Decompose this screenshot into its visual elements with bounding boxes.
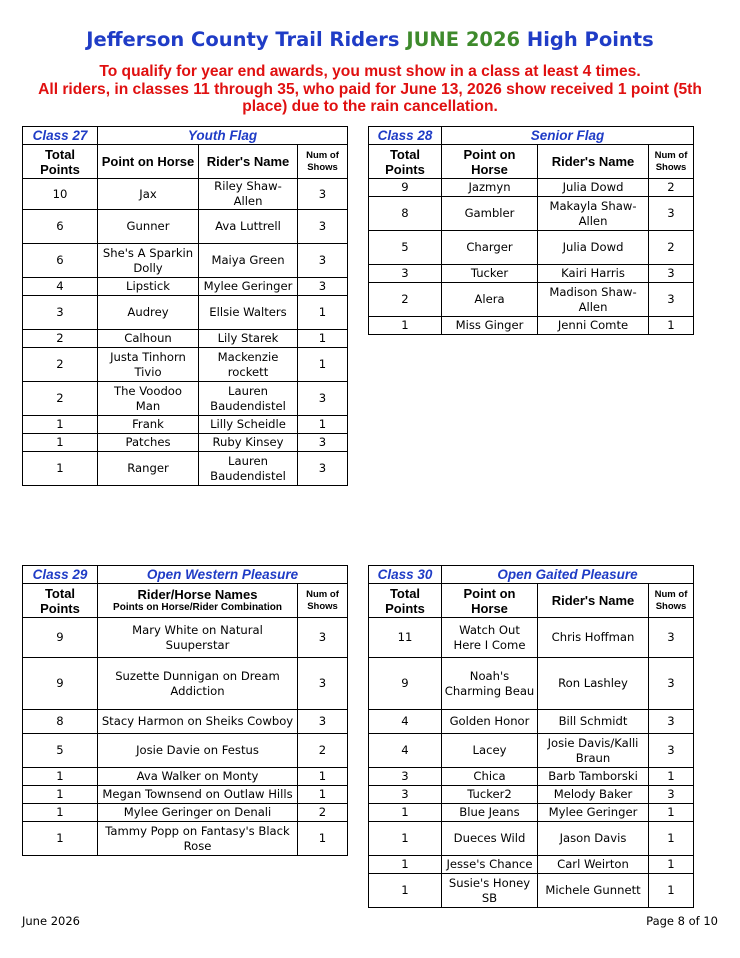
rider-horse-cell: Megan Townsend on Outlaw Hills (98, 786, 298, 804)
total-points-cell: 3 (23, 296, 98, 330)
num-shows-cell: 3 (298, 452, 348, 486)
table-row (23, 296, 348, 330)
rider-name-cell: Ron Lashley (538, 658, 649, 710)
total-points-cell: 3 (369, 786, 442, 804)
total-points-cell: 1 (23, 786, 98, 804)
total-points-cell: 2 (23, 330, 98, 348)
num-shows-cell: 1 (649, 768, 694, 786)
class-number: Class 30 (369, 566, 442, 584)
num-shows-cell: 1 (649, 856, 694, 874)
title-suffix: High Points (520, 28, 654, 51)
title-prefix: Jefferson County Trail Riders (86, 28, 407, 51)
num-shows-cell: 1 (298, 348, 348, 382)
table-row (23, 658, 348, 710)
table-row (23, 278, 348, 296)
total-points-cell: 4 (369, 734, 442, 768)
class-30-table (368, 565, 694, 908)
rider-horse-cell: Ava Walker on Monty (98, 768, 298, 786)
table-row (23, 330, 348, 348)
header-riders-name: Rider's Name (199, 145, 298, 179)
rider-name-cell: Carl Weirton (538, 856, 649, 874)
num-shows-cell: 2 (649, 231, 694, 265)
header-num-of-shows: Num of Shows (649, 584, 694, 618)
rider-horse-cell: Stacy Harmon on Sheiks Cowboy (98, 710, 298, 734)
horse-name-cell: Frank (98, 416, 199, 434)
horse-name-cell: Jazmyn (442, 179, 538, 197)
class-number: Class 28 (369, 127, 442, 145)
total-points-cell: 6 (23, 244, 98, 278)
rider-name-cell: Julia Dowd (538, 231, 649, 265)
rider-horse-cell: Mylee Geringer on Denali (98, 804, 298, 822)
table-row (23, 210, 348, 244)
table-row (23, 434, 348, 452)
num-shows-cell: 2 (298, 804, 348, 822)
total-points-cell: 1 (23, 768, 98, 786)
total-points-cell: 1 (23, 416, 98, 434)
header-combo-title: Rider/Horse Names (137, 587, 258, 602)
header-riders-name: Rider's Name (538, 145, 649, 179)
num-shows-cell: 1 (298, 296, 348, 330)
horse-name-cell: Justa Tinhorn Tivio (98, 348, 199, 382)
num-shows-cell: 3 (298, 179, 348, 210)
num-shows-cell: 3 (649, 265, 694, 283)
notice-line-1: To qualify for year end awards, you must show in a class at least 4 times. (99, 63, 641, 80)
table-row (369, 710, 694, 734)
total-points-cell: 1 (23, 804, 98, 822)
horse-name-cell: Miss Ginger (442, 317, 538, 335)
total-points-cell: 4 (23, 278, 98, 296)
table-row (369, 768, 694, 786)
rider-name-cell: Mylee Geringer (199, 278, 298, 296)
table-row (369, 874, 694, 908)
rider-name-cell: Mackenzie rockett (199, 348, 298, 382)
rider-name-cell: Madison Shaw-Allen (538, 283, 649, 317)
footer-date: June 2026 (22, 914, 80, 928)
rider-name-cell: Michele Gunnett (538, 874, 649, 908)
table-row (369, 734, 694, 768)
total-points-cell: 9 (23, 618, 98, 658)
total-points-cell: 8 (23, 710, 98, 734)
table-row (369, 231, 694, 265)
rider-name-cell: Ellsie Walters (199, 296, 298, 330)
horse-name-cell: Patches (98, 434, 199, 452)
table-row (369, 822, 694, 856)
class-28-table (368, 126, 694, 335)
rider-name-cell: Ruby Kinsey (199, 434, 298, 452)
rider-name-cell: Mylee Geringer (538, 804, 649, 822)
total-points-cell: 1 (369, 822, 442, 856)
header-num-of-shows: Num of Shows (298, 584, 348, 618)
table-row (369, 856, 694, 874)
table-row (369, 283, 694, 317)
table-row (23, 382, 348, 416)
rider-name-cell: Lilly Scheidle (199, 416, 298, 434)
table-row (23, 804, 348, 822)
horse-name-cell: Dueces Wild (442, 822, 538, 856)
class-27-table (22, 126, 348, 486)
total-points-cell: 2 (369, 283, 442, 317)
horse-name-cell: The Voodoo Man (98, 382, 199, 416)
num-shows-cell: 1 (298, 786, 348, 804)
header-total-points: Total Points (369, 145, 442, 179)
num-shows-cell: 2 (298, 734, 348, 768)
total-points-cell: 9 (369, 658, 442, 710)
table-row (369, 179, 694, 197)
table-row (23, 734, 348, 768)
num-shows-cell: 1 (649, 874, 694, 908)
table-row (23, 452, 348, 486)
total-points-cell: 5 (369, 231, 442, 265)
class-name: Senior Flag (442, 127, 694, 145)
total-points-cell: 5 (23, 734, 98, 768)
num-shows-cell: 3 (298, 618, 348, 658)
total-points-cell: 1 (23, 822, 98, 856)
rider-name-cell: Lily Starek (199, 330, 298, 348)
num-shows-cell: 3 (298, 278, 348, 296)
class-number: Class 27 (23, 127, 98, 145)
horse-name-cell: Jax (98, 179, 199, 210)
rider-name-cell: Bill Schmidt (538, 710, 649, 734)
rider-name-cell: Chris Hoffman (538, 618, 649, 658)
total-points-cell: 3 (369, 768, 442, 786)
class-name: Youth Flag (98, 127, 348, 145)
table-row (23, 416, 348, 434)
header-num-of-shows: Num of Shows (298, 145, 348, 179)
num-shows-cell: 2 (649, 179, 694, 197)
rider-name-cell: Riley Shaw-Allen (199, 179, 298, 210)
total-points-cell: 1 (23, 434, 98, 452)
table-row (23, 768, 348, 786)
horse-name-cell: Susie's Honey SB (442, 874, 538, 908)
horse-name-cell: Ranger (98, 452, 199, 486)
rider-name-cell: Jenni Comte (538, 317, 649, 335)
num-shows-cell: 3 (649, 618, 694, 658)
horse-name-cell: Gambler (442, 197, 538, 231)
header-rider-horse-names (98, 584, 298, 618)
num-shows-cell: 3 (298, 382, 348, 416)
horse-name-cell: Alera (442, 283, 538, 317)
rider-name-cell: Maiya Green (199, 244, 298, 278)
num-shows-cell: 3 (649, 710, 694, 734)
total-points-cell: 1 (369, 804, 442, 822)
total-points-cell: 4 (369, 710, 442, 734)
header-riders-name: Rider's Name (538, 584, 649, 618)
num-shows-cell: 3 (298, 210, 348, 244)
num-shows-cell: 3 (298, 658, 348, 710)
class-29-table (22, 565, 348, 856)
header-num-of-shows: Num of Shows (649, 145, 694, 179)
horse-name-cell: Gunner (98, 210, 199, 244)
table-row (23, 710, 348, 734)
num-shows-cell: 3 (649, 658, 694, 710)
num-shows-cell: 3 (649, 786, 694, 804)
table-row (369, 618, 694, 658)
total-points-cell: 9 (23, 658, 98, 710)
header-total-points: Total Points (23, 584, 98, 618)
table-row (369, 804, 694, 822)
header-point-on-horse: Point on Horse (442, 584, 538, 618)
horse-name-cell: Blue Jeans (442, 804, 538, 822)
class-name: Open Gaited Pleasure (442, 566, 694, 584)
rider-name-cell: Julia Dowd (538, 179, 649, 197)
horse-name-cell: She's A Sparkin Dolly (98, 244, 199, 278)
total-points-cell: 1 (23, 452, 98, 486)
table-row (23, 786, 348, 804)
num-shows-cell: 3 (649, 197, 694, 231)
num-shows-cell: 3 (298, 434, 348, 452)
header-point-on-horse: Point on Horse (442, 145, 538, 179)
rider-name-cell: Lauren Baudendistel (199, 452, 298, 486)
num-shows-cell: 1 (298, 822, 348, 856)
footer-page-number: Page 8 of 10 (646, 914, 718, 928)
total-points-cell: 9 (369, 179, 442, 197)
horse-name-cell: Lipstick (98, 278, 199, 296)
table-row (23, 618, 348, 658)
page-title (0, 28, 740, 51)
rider-name-cell: Barb Tamborski (538, 768, 649, 786)
rider-name-cell: Melody Baker (538, 786, 649, 804)
header-combo-subtitle: Points on Horse/Rider Combination (113, 602, 282, 613)
horse-name-cell: Watch Out Here I Come (442, 618, 538, 658)
table-row (369, 197, 694, 231)
total-points-cell: 2 (23, 348, 98, 382)
num-shows-cell: 1 (298, 330, 348, 348)
horse-name-cell: Lacey (442, 734, 538, 768)
table-row (23, 244, 348, 278)
horse-name-cell: Tucker2 (442, 786, 538, 804)
rider-name-cell: Makayla Shaw-Allen (538, 197, 649, 231)
num-shows-cell: 3 (649, 734, 694, 768)
horse-name-cell: Noah's Charming Beau (442, 658, 538, 710)
qualification-notice (20, 63, 720, 116)
table-row (23, 822, 348, 856)
horse-name-cell: Charger (442, 231, 538, 265)
horse-name-cell: Jesse's Chance (442, 856, 538, 874)
total-points-cell: 3 (369, 265, 442, 283)
header-point-on-horse: Point on Horse (98, 145, 199, 179)
total-points-cell: 2 (23, 382, 98, 416)
class-number: Class 29 (23, 566, 98, 584)
rider-horse-cell: Josie Davie on Festus (98, 734, 298, 768)
horse-name-cell: Chica (442, 768, 538, 786)
table-row (23, 348, 348, 382)
total-points-cell: 1 (369, 317, 442, 335)
rider-horse-cell: Tammy Popp on Fantasy's Black Rose (98, 822, 298, 856)
num-shows-cell: 1 (649, 317, 694, 335)
notice-line-2: All riders, in classes 11 through 35, who paid for June 13, 2026 show received 1 point (5th place) due to the rain cancellation. (38, 80, 702, 115)
header-total-points: Total Points (23, 145, 98, 179)
rider-name-cell: Josie Davis/Kalli Braun (538, 734, 649, 768)
num-shows-cell: 3 (649, 283, 694, 317)
table-row (369, 786, 694, 804)
table-row (23, 179, 348, 210)
rider-name-cell: Kairi Harris (538, 265, 649, 283)
horse-name-cell: Golden Honor (442, 710, 538, 734)
class-name: Open Western Pleasure (98, 566, 348, 584)
num-shows-cell: 3 (298, 244, 348, 278)
rider-name-cell: Ava Luttrell (199, 210, 298, 244)
total-points-cell: 11 (369, 618, 442, 658)
num-shows-cell: 1 (298, 416, 348, 434)
total-points-cell: 8 (369, 197, 442, 231)
num-shows-cell: 1 (649, 822, 694, 856)
num-shows-cell: 1 (298, 768, 348, 786)
num-shows-cell: 1 (649, 804, 694, 822)
rider-horse-cell: Suzette Dunnigan on Dream Addiction (98, 658, 298, 710)
table-row (369, 658, 694, 710)
title-month: JUNE 2026 (406, 28, 521, 51)
total-points-cell: 10 (23, 179, 98, 210)
horse-name-cell: Audrey (98, 296, 199, 330)
table-row (369, 265, 694, 283)
num-shows-cell: 3 (298, 710, 348, 734)
horse-name-cell: Calhoun (98, 330, 199, 348)
rider-name-cell: Lauren Baudendistel (199, 382, 298, 416)
total-points-cell: 1 (369, 856, 442, 874)
total-points-cell: 1 (369, 874, 442, 908)
total-points-cell: 6 (23, 210, 98, 244)
rider-horse-cell: Mary White on Natural Suuperstar (98, 618, 298, 658)
table-row (369, 317, 694, 335)
header-total-points: Total Points (369, 584, 442, 618)
horse-name-cell: Tucker (442, 265, 538, 283)
rider-name-cell: Jason Davis (538, 822, 649, 856)
